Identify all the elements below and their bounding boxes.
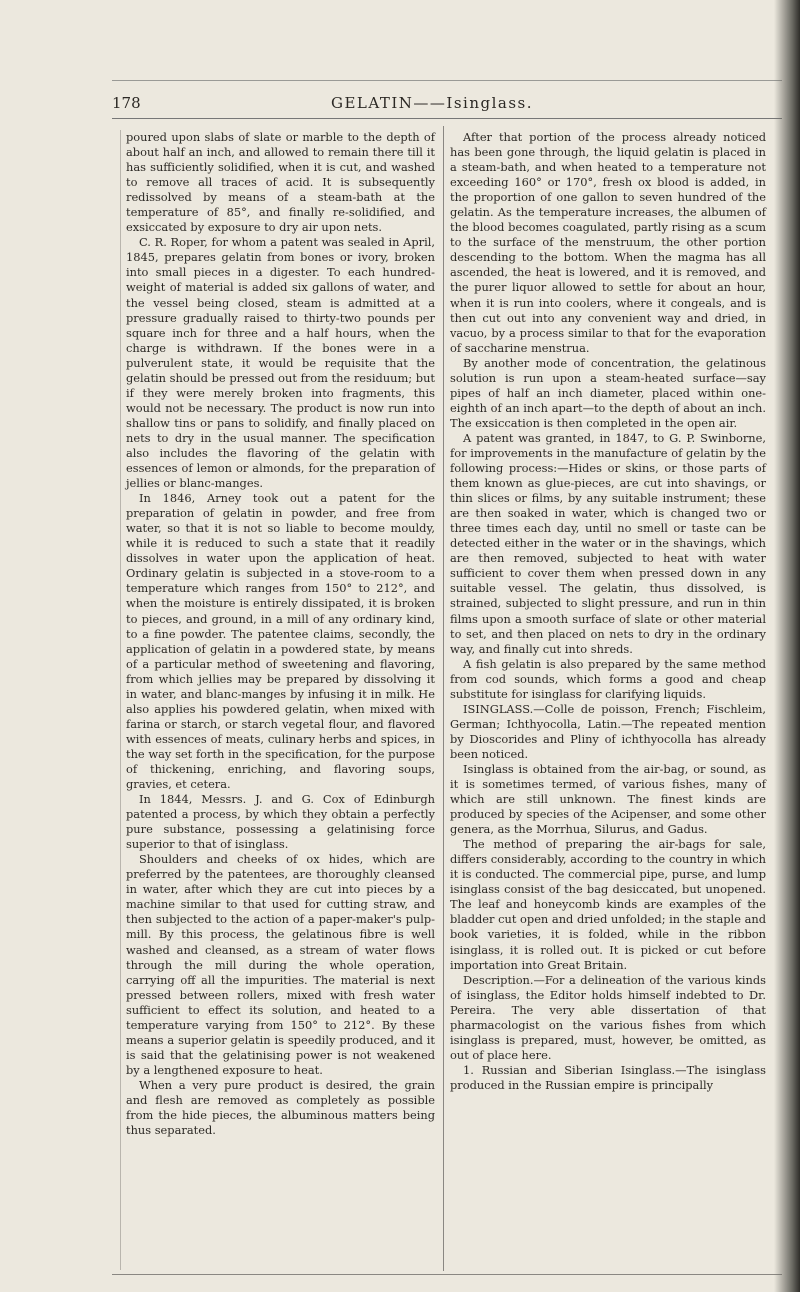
paragraph: When a very pure product is desired, the grain and flesh are removed as completely as possible from the hide pieces, the albuminous matters being thus separated. [126, 1077, 435, 1138]
paragraph: In 1846, Arney took out a patent for the preparation of gelatin in powder, and free from water, so that it is not so liable to become mouldy, while it is reduced to such a state that it readily dissolves in water upon the application of heat. Ordinary gelatin is subjected in a stove-room to a temperature which ranges from 150° to 212°, and when the moisture is entirely dissipated, it is broken to pieces, and ground, in a mill of any ordinary kind, to a fine powder. The patentee claims, secondly, the application of gelatin in a powdered state, by means of a particular method of sweetening and flavoring, from which jellies may be prepared by dissolving it in water, and blanc-manges by infusing it in milk. He also applies his powdered gelatin, when mixed with farina or starch, or starch vegetal flour, and flavored with essences of meats, culinary herbs and spices, in the way set forth in the specification, for the purpose of thickening, enriching, and flavoring soups, gravies, et cetera. [126, 491, 435, 792]
paragraph: Description.—For a delineation of the various kinds of isinglass, the Editor holds himself indebted to Dr. Pereira. The very able dissertation of that pharmacologist on the various fishes from which isinglass is prepared, must, however, be omitted, as out of place here. [450, 972, 766, 1062]
left-column [126, 130, 435, 1138]
binding-shadow [774, 0, 800, 1292]
paragraph: A patent was granted, in 1847, to G. P. Swinborne, for improvements in the manufacture of gelatin by the following process:—Hides or skins, or those parts of them known as glue-pieces, are cut into shavings, or thin slices or films, by any suitable instrument; these are then soaked in water, which is changed two or three times each day, until no smell or taste can be detected either in the water or in the shavings, which are then removed, subjected to heat with water sufficient to cover them when pressed down in any suitable vessel. The gelatin, thus dissolved, is strained, subjected to slight pressure, and run in thin films upon a smooth surface of slate or other material to set, and then placed on nets to dry in the ordinary way, and finally cut into shreds. [450, 430, 766, 656]
page-number: 178 [112, 94, 141, 112]
paragraph: By another mode of concentration, the gelatinous solution is run upon a steam-heated surface—say pipes of half an inch diameter, placed within one-eighth of an inch apart—to the depth of about an inch. The exsiccation is then completed in the open air. [450, 355, 766, 430]
paragraph: A fish gelatin is also prepared by the same method from cod sounds, which forms a good and cheap substitute for isinglass for clarifying liquids. [450, 656, 766, 701]
paragraph: The method of preparing the air-bags for sale, differs considerably, according to the country in which it is conducted. The commercial pipe, purse, and lump isinglass consist of the bag desiccated, but unopened. The leaf and honeycomb kinds are examples of the bladder cut open and dried unfolded; in the staple and book varieties, it is folded, while in the ribbon isinglass, it is rolled out. It is picked or cut before importation into Great Britain. [450, 837, 766, 972]
paragraph: Isinglass is obtained from the air-bag, or sound, as it is sometimes termed, of various fishes, many of which are still unknown. The finest kinds are produced by species of the Acipenser, and some other genera, as the Morrhua, Silurus, and Gadus. [450, 761, 766, 837]
paragraph: In 1844, Messrs. J. and G. Cox of Edinburgh patented a process, by which they obtain a perfectly pure substance, possessing a gelatinising force superior to that of isinglass. [126, 792, 435, 852]
paragraph: Shoulders and cheeks of ox hides, which are preferred by the patentees, are thoroughly cleansed in water, after which they are cut into pieces by a machine similar to that used for cutting straw, and then subjected to the action of a paper-maker's pulp-mill. By this process, the gelatinous fibre is well washed and cleansed, as a stream of water flows through the mill during the whole operation, carrying off all the impurities. The material is next pressed between rollers, mixed with fresh water sufficient to effect its solution, and heated to a temperature varying from 150° to 212°. By these means a superior gelatin is speedily produced, and it is said that the gelatinising power is not weakened by a lengthened exposure to heat. [126, 852, 435, 1077]
top-rule [112, 80, 782, 81]
paragraph: C. R. Roper, for whom a patent was sealed in April, 1845, prepares gelatin from bones or ivory, broken into small pieces in a digester. To each hundred-weight of material is added six gallons of water, and the vessel being closed, steam is admitted at a pressure gradually raised to thirty-two pounds per square inch for three and a half hours, when the charge is withdrawn. If the bones were in a pulverulent state, it would be requisite that the gelatin should be pressed out from the residuum; but if they were merely broken into fragments, this would not be necessary. The product is now run into shallow tins or pans to solidify, and finally placed on nets to dry in the usual manner. The specification also includes the flavoring of the gelatin with essences of lemon or almonds, for the preparation of jellies or blanc-manges. [126, 235, 435, 491]
left-margin-line [120, 130, 121, 1270]
paragraph: 1. Russian and Siberian Isinglass.—The isinglass produced in the Russian empire is principally [450, 1062, 766, 1092]
paragraph: ISINGLASS.—Colle de poisson, French; Fischleim, German; Ichthyocolla, Latin.—The repeated mention by Dioscorides and Pliny of ichthyocolla has already been noticed. [450, 701, 766, 761]
right-column [450, 130, 766, 1093]
running-head: GELATIN——Isinglass. [330, 94, 534, 112]
bottom-rule [112, 1274, 782, 1275]
column-divider [443, 126, 444, 1271]
page-header [112, 92, 782, 119]
paragraph: After that portion of the process already noticed has been gone through, the liquid gelatin is placed in a steam-bath, and when heated to a temperature not exceeding 160° or 170°, fresh ox blood is added, in the proportion of one gallon to seven hundred of the gelatin. As the temperature increases, the albumen of the blood becomes coagulated, partly rising as a scum to the surface of the menstruum, the other portion descending to the bottom. When the magma has all ascended, the heat is lowered, and it is removed, and the purer liquor allowed to settle for about an hour, when it is run into coolers, where it congeals, and is then cut out into any convenient way and dried, in vacuo, by a process similar to that for the evaporation of saccharine menstrua. [450, 130, 766, 355]
paragraph: poured upon slabs of slate or marble to the depth of about half an inch, and allowed to remain there till it has sufficiently solidified, when it is cut, and washed to remove all traces of acid. It is subsequently redissolved by means of a steam-bath at the temperature of 85°, and finally re-solidified, and exsiccated by exposure to dry air upon nets. [126, 130, 435, 235]
